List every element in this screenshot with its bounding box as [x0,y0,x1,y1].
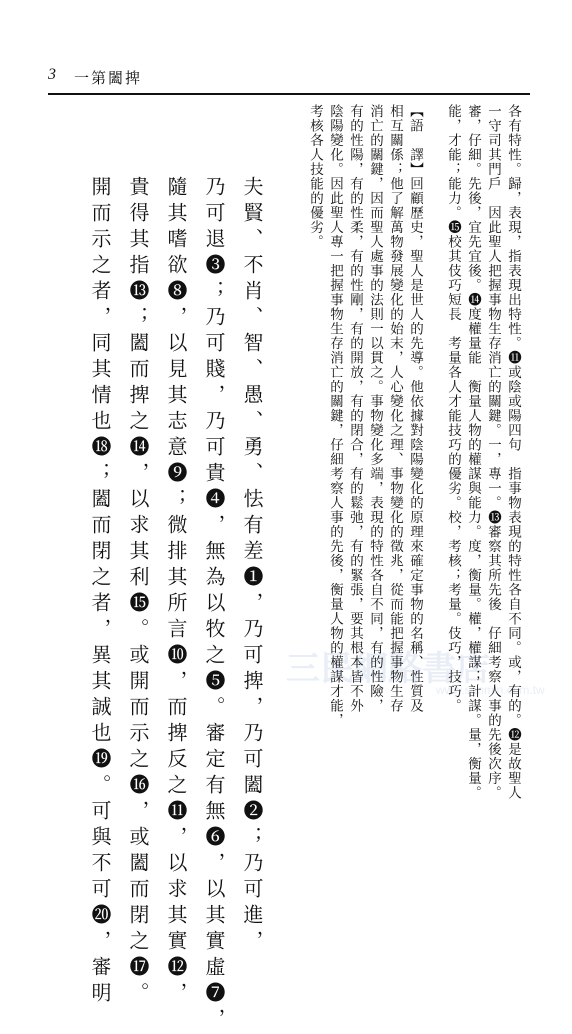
translation-column: 陰陽變化。因此聖人專一把握事物生存消亡的關鍵，仔細考察人事的先後，衡量人物的權謀才能， [327,104,343,728]
page-number: 3 [48,66,56,83]
translation-column: 消亡的關鍵，因而聖人處事的法則一以貫之。事物變化多端，表現的特性各自不同，有的性險， [367,104,383,713]
note-column: 各有特性。歸，表現，指表現出特性。⓫或陰或陽四句 指事物表現的特性各自不同。或，有的。⓬是故聖人 [505,104,521,800]
main-text-column: 夫賢、不肖、智、愚、勇、怯有差❶，乃可捭，乃可闔❷；乃可進， [240,176,264,956]
translation-column: 考核各人技能的優劣。 [307,104,323,249]
main-text-column: 乃可退❸；乃可賤，乃可貴❹，無為以牧之❺。審定有無❻，以其實虛❼， [202,176,226,1034]
note-column: 一守司其門戶 因此聖人把握事物生存消亡的關鍵。一，專一。⓭審察其所先後 仔細考察人事的先後次序。 [485,104,501,800]
main-text-column: 隨其嗜欲❽，以見其志意❾；微排其所言❿，而捭反之⓫，以求其實⓬， [164,176,188,1008]
translation-column: 有的性陽，有的性柔，有的性剛，有的開放，有的閉合，有的鬆弛，有的緊張，要其根本皆不外 [347,104,363,713]
header-rule [48,93,530,95]
watermark-url: www.sanmin.com.tw [436,683,545,697]
main-text-column: 貴得其指⓭；闔而捭之⓮，以求其利⓯。或開而示之⓰，或闔而閉之⓱。 [126,176,150,1008]
watermark-name: 三民網路書店 [286,650,490,688]
main-text-column: 開而示之者，同其情也⓲；闔而閉之者，異其誠也⓳。可與不可⓴，審明 [88,176,112,1008]
note-column: 審，仔細。先後，宜先宜後。⓮度權量能 衡量人物的權謀與能力。度，衡量。權，權謀；計謀。量，衡量。 [465,104,481,800]
running-header [48,64,528,90]
publisher-watermark [286,648,556,698]
translation-column: 【語 譯】回顧歷史，聖人是世人的先導。他依據對陰陽變化的原理來確定事物的名稱、性質及 [407,104,423,713]
chapter-title: 一第闔捭 [74,69,143,87]
translation-column: 相互關係；他了解萬物發展變化的始末，人心變化之理、事物變化的徵兆，從而能把握事物生存 [387,104,403,713]
note-column: 能，才能；能力。⓯校其伎巧短長 考量各人才能技巧的優劣。校，考核；考量。伎巧，技巧。 [445,104,461,713]
